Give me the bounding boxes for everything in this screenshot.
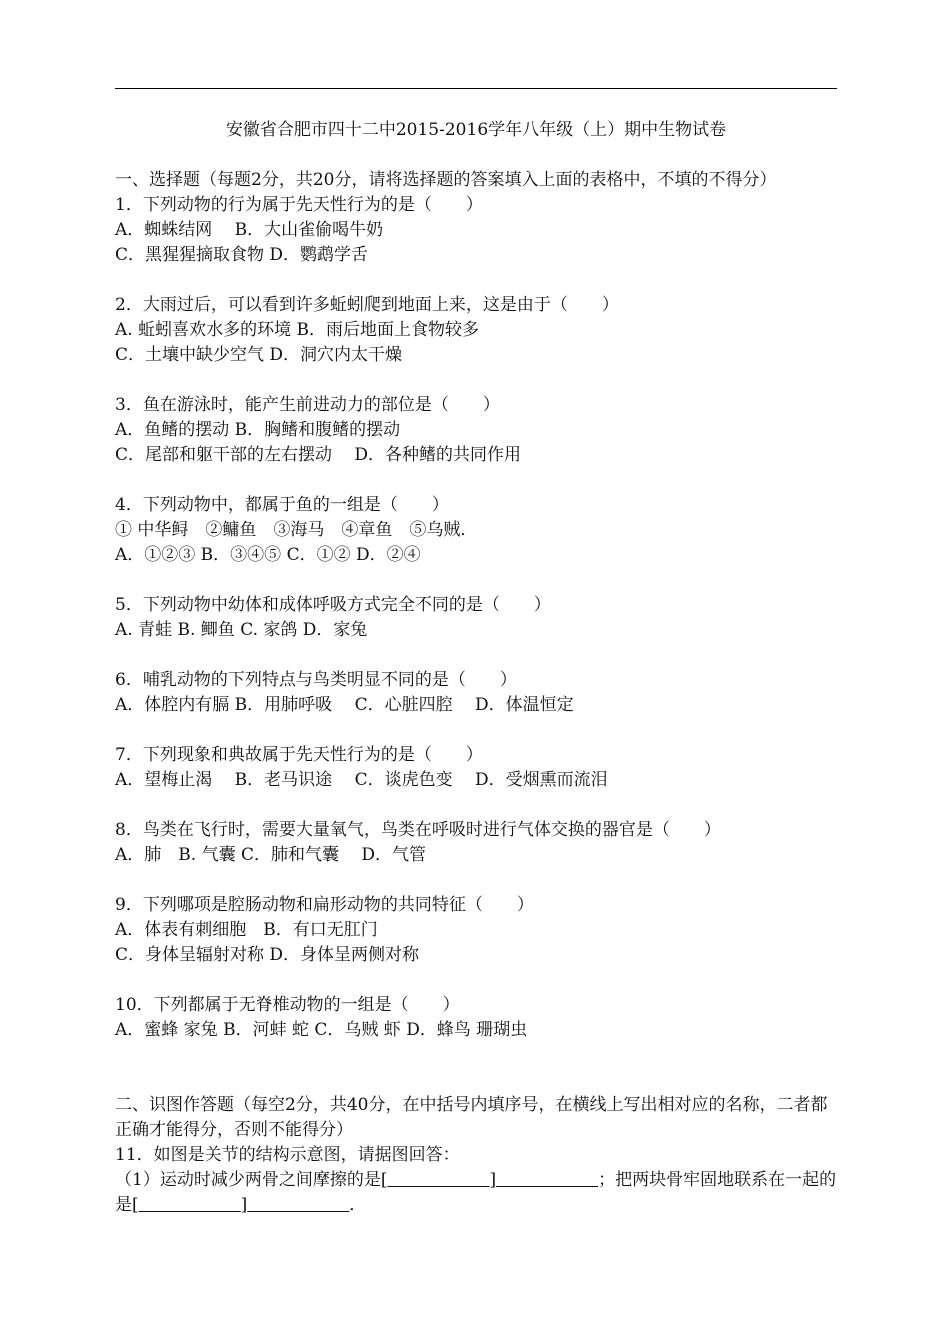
question-stem: 2．大雨过后，可以看到许多蚯蚓爬到地面上来，这是由于（ ） [115,295,619,315]
question-stem: 10．下列都属于无脊椎动物的一组是（ ） [115,995,460,1015]
question-options: A．蜜蜂 家兔 B．河蚌 蛇 C．乌贼 虾 D．蜂鸟 珊瑚虫 [115,1020,528,1040]
question-6 [115,668,837,718]
question-7 [115,743,837,793]
question-options: A．体腔内有膈 B．用肺呼吸 C．心脏四腔 D．体温恒定 [115,695,574,715]
answer-blank[interactable] [387,1168,489,1193]
question-options: C．尾部和躯干部的左右摆动 D．各种鳍的共同作用 [115,445,522,465]
question-options: C．土壤中缺少空气 D．洞穴内太干燥 [115,345,403,365]
question-10 [115,993,837,1043]
question-options: A．体表有刺细胞 B．有口无肛门 [115,920,378,940]
question-3 [115,393,837,468]
question-1 [115,193,837,268]
section2-heading: 二、识图作答题（每空2分，共40分，在中括号内填序号，在横线上写出相对应的名称，二者都正确才能得分，否则不能得分） [115,1095,828,1140]
question-11-part1 [115,1168,837,1218]
question-stem: 6．哺乳动物的下列特点与鸟类明显不同的是（ ） [115,670,517,690]
question-stem: 1．下列动物的行为属于先天性行为的是（ ） [115,195,483,215]
question-options: C．身体呈辐射对称 D．身体呈两侧对称 [115,945,420,965]
question-options: A．①②③ B．③④⑤ C．①② D．②④ [115,545,421,565]
question-options: A．鱼鳍的摆动 B．胸鳍和腹鳍的摆动 [115,420,401,440]
part1-text: ． [349,1195,367,1215]
question-options: A．望梅止渴 B．老马识途 C．谈虎色变 D．受烟熏而流泪 [115,770,608,790]
question-stem: 8．鸟类在飞行时，需要大量氧气，鸟类在呼吸时进行气体交换的器官是（ ） [115,820,721,840]
question-9 [115,893,837,968]
exam-page [115,118,837,1218]
header-rule [115,88,837,89]
part1-text: ；把两块骨牢固地联系在一起的是[ [115,1170,837,1215]
question-2 [115,293,837,368]
answer-blank[interactable] [139,1193,241,1218]
part1-text: ] [489,1170,497,1190]
question-stem: 4．下列动物中，都属于鱼的一组是（ ） [115,495,449,515]
question-stem: 5．下列动物中幼体和成体呼吸方式完全不同的是（ ） [115,595,551,615]
part1-text: （1）运动时减少两骨之间摩擦的是[ [115,1170,388,1190]
question-options: A. 蚯蚓喜欢水多的环境 B．雨后地面上食物较多 [115,320,479,340]
question-options: ① 中华鲟 ②鳙鱼 ③海马 ④章鱼 ⑤乌贼． [115,520,478,540]
answer-blank[interactable] [247,1193,349,1218]
question-4 [115,493,837,568]
part1-text: ] [240,1195,248,1215]
question-options: A．肺 B. 气囊 C．肺和气囊 D．气管 [115,845,427,865]
question-options: A．蜘蛛结网 B．大山雀偷喝牛奶 [115,220,384,240]
question-options: C．黑猩猩摘取食物 D．鹦鹉学舌 [115,245,369,265]
question-stem: 3．鱼在游泳时，能产生前进动力的部位是（ ） [115,395,500,415]
question-8 [115,818,837,868]
answer-blank[interactable] [496,1168,598,1193]
question-options: A. 青蛙 B. 鲫鱼 C. 家鸽 D．家兔 [115,620,368,640]
question-stem: 9．下列哪项是腔肠动物和扁形动物的共同特征（ ） [115,895,534,915]
question-5 [115,593,837,643]
question-11-stem: 11．如图是关节的结构示意图，请据图回答： [115,1145,460,1165]
question-stem: 7．下列现象和典故属于先天性行为的是（ ） [115,745,483,765]
page-title: 安徽省合肥市四十二中2015-2016学年八年级（上）期中生物试卷 [225,120,727,140]
section1-heading: 一、选择题（每题2分，共20分，请将选择题的答案填入上面的表格中，不填的不得分） [115,170,777,190]
